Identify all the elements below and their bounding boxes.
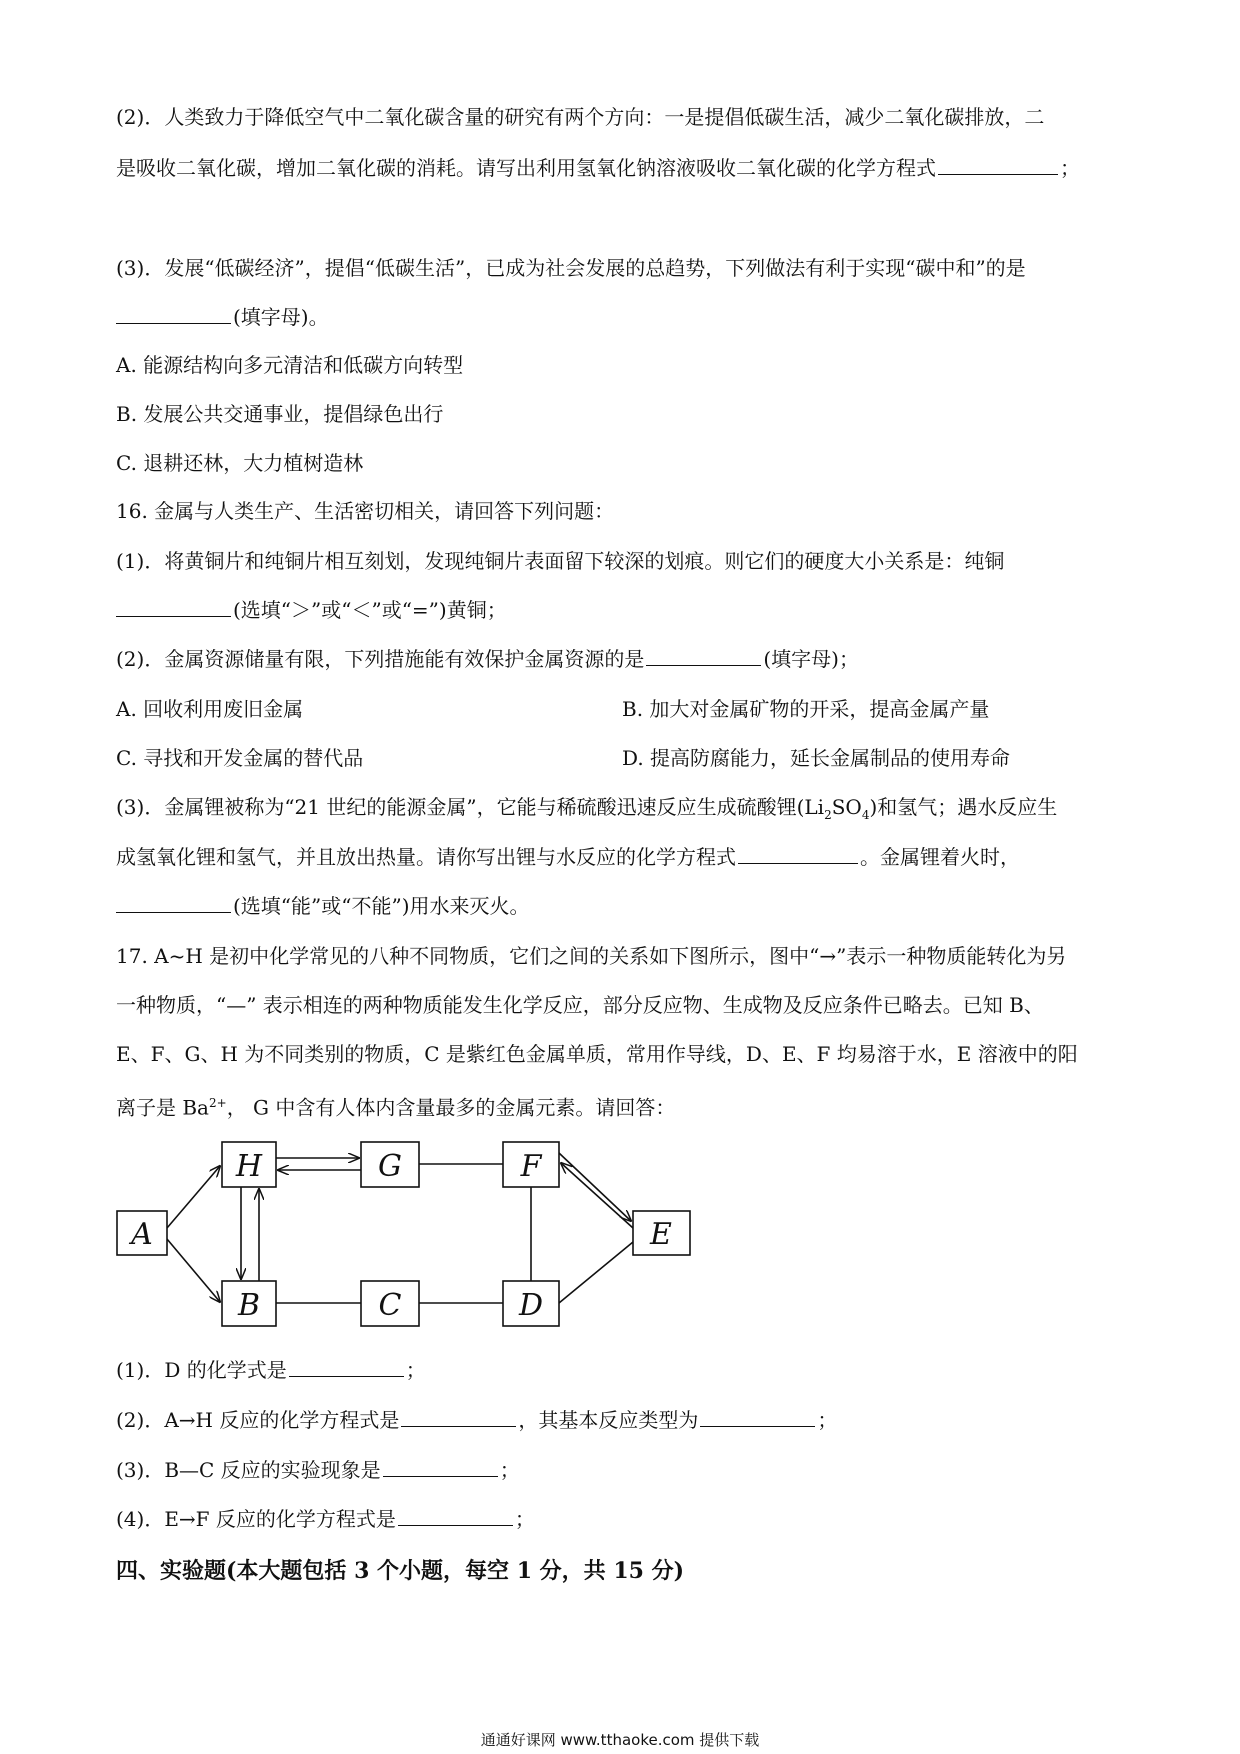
q16-title: 16. 金属与人类生产、生活密切相关，请回答下列问题： <box>116 499 615 523</box>
arrow-a-to-b <box>167 1239 220 1302</box>
q15-option-b: B. 发展公共交通事业，提倡绿色出行 <box>116 402 444 426</box>
answer-blank <box>401 1408 516 1427</box>
q15-p2-line2: 是吸收二氧化碳，增加二氧化碳的消耗。请写出利用氢氧化钠溶液吸收二氧化碳的化学方程式 ； <box>116 156 1080 180</box>
q15-p3-line2: (填字母)。 <box>116 305 329 329</box>
q16-p1-line2: (选填“＞”或“＜”或“=”)黄铜； <box>116 598 507 622</box>
q16-p1-line1: (1)．将黄铜片和纯铜片相互刻划，发现纯铜片表面留下较深的划痕。则它们的硬度大小关系是：纯铜 <box>116 549 1005 573</box>
q16-option-c: C. 寻找和开发金属的替代品 <box>116 746 364 770</box>
q16-p3-line1: (3)．金属锂被称为“21 世纪的能源金属”，它能与稀硫酸迅速反应生成硫酸锂$(Li_2SO_4)$和氢气；遇水反应生 <box>116 795 1058 822</box>
q17-sub4: (4)．E→F 反应的化学方程式是 ； <box>116 1507 535 1531</box>
q17-line3: E、F、G、H 为不同类别的物质，C 是紫红色金属单质，常用作导线，D、E、F 均易溶于水，E 溶液中的阳 <box>116 1042 1078 1066</box>
line-d-e <box>559 1242 633 1303</box>
q15-option-c: C. 退耕还林，大力植树造林 <box>116 451 364 475</box>
arrow-f-to-e <box>559 1153 631 1221</box>
q15-p2-line1: (2)．人类致力于降低空气中二氧化碳含量的研究有两个方向：一是提倡低碳生活，减少二氧化碳排放，二 <box>116 105 1045 129</box>
node-d-label: D <box>518 1288 544 1323</box>
section-4-heading: 四、实验题(本大题包括 3 个小题，每空 1 分，共 15 分) <box>116 1558 685 1584</box>
answer-blank <box>700 1408 815 1427</box>
node-g-label: G <box>378 1149 402 1184</box>
q16-option-b: B. 加大对金属矿物的开采，提高金属产量 <box>622 697 990 721</box>
q17-line1: 17. A~H 是初中化学常见的八种不同物质，它们之间的关系如下图所示，图中“→”表示一种物质能转化为另 <box>116 944 1067 968</box>
arrow-a-to-h <box>167 1166 220 1228</box>
node-e-label: E <box>650 1217 672 1252</box>
q17-line2: 一种物质，“—” 表示相连的两种物质能发生化学反应，部分反应物、生成物及反应条件已略去。已知 B、 <box>116 993 1044 1017</box>
q16-option-a: A. 回收利用废旧金属 <box>116 697 304 721</box>
q17-sub1: (1)．D 的化学式是 ； <box>116 1358 426 1382</box>
q15-option-a: A. 能源结构向多元清洁和低碳方向转型 <box>116 353 464 377</box>
q16-p3-line2: 成氢氧化锂和氢气，并且放出热量。请你写出锂与水反应的化学方程式 。金属锂着火时， <box>116 845 1020 869</box>
q16-p2-line1: (2)．金属资源储量有限，下列措施能有效保护金属资源的是 (填字母)； <box>116 647 859 671</box>
node-h-label: H <box>235 1149 263 1184</box>
node-b-label: B <box>237 1288 261 1323</box>
q16-option-d: D. 提高防腐能力，延长金属制品的使用寿命 <box>622 746 1011 770</box>
q15-p3-line1: (3)．发展“低碳经济”，提倡“低碳生活”，已成为社会发展的总趋势，下列做法有利于实现“碳中和”的是 <box>116 256 1026 280</box>
answer-blank <box>398 1507 513 1526</box>
q17-sub2: (2)．A→H 反应的化学方程式是 ，其基本反应类型为 ； <box>116 1408 838 1432</box>
answer-blank <box>289 1358 404 1377</box>
q16-p3-line3: (选填“能”或“不能”)用水来灭火。 <box>116 894 530 918</box>
node-a-label: A <box>131 1217 153 1252</box>
q17-line4: 离子是 $Ba^{2+}$， G 中含有人体内含量最多的金属元素。请回答： <box>116 1095 676 1120</box>
q17-sub3: (3)．B—C 反应的实验现象是 ； <box>116 1458 520 1482</box>
arrow-e-to-f <box>561 1163 633 1228</box>
answer-blank <box>383 1458 498 1477</box>
node-f-label: F <box>520 1149 542 1184</box>
q15-p2-text: 是吸收二氧化碳，增加二氧化碳的消耗。请写出利用氢氧化钠溶液吸收二氧化碳的化学方程式 <box>116 156 936 180</box>
node-c-label: C <box>378 1288 402 1323</box>
footer-text: 通通好课网 www.tthaoke.com 提供下载 <box>480 1731 760 1749</box>
